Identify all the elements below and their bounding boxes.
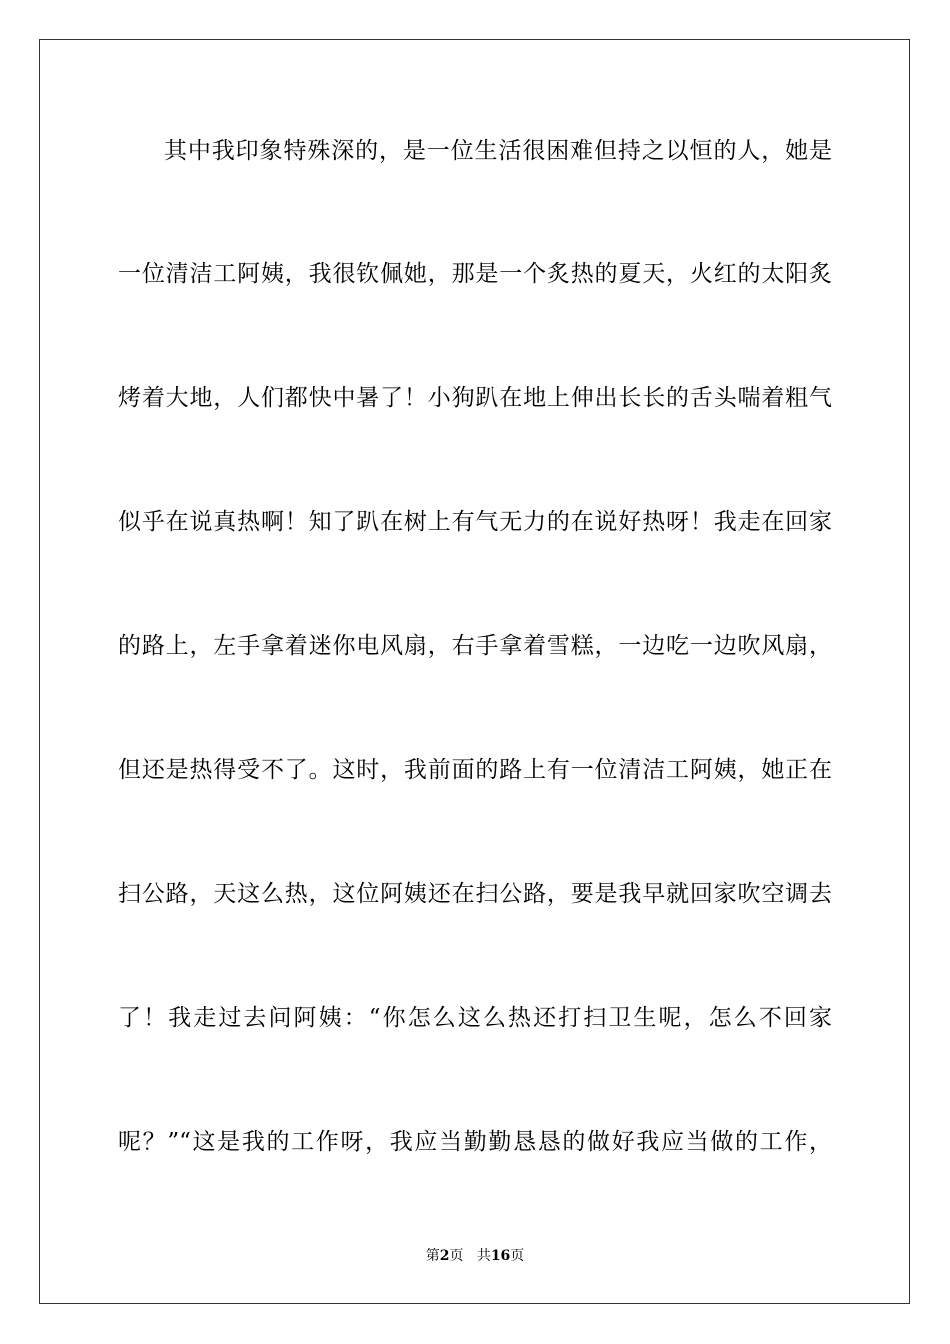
- page-number: 2: [439, 1248, 450, 1264]
- paragraph-line-5: 的路上，左手拿着迷你电风扇，右手拿着雪糕，一边吃一边吹风扇，: [118, 633, 832, 659]
- total-suffix: 页: [510, 1248, 525, 1264]
- paragraph-line-2: 一位清洁工阿姨，我很钦佩她，那是一个炙热的夏天，火红的太阳炙: [118, 261, 832, 287]
- paragraph-line-7: 扫公路，天这么热，这位阿姨还在扫公路，要是我早就回家吹空调去: [118, 881, 832, 907]
- paragraph-line-4: 似乎在说真热啊！知了趴在树上有气无力的在说好热呀！我走在回家: [118, 509, 832, 535]
- paragraph-line-9: 呢？”“这是我的工作呀，我应当勤勤恳恳的做好我应当做的工作，: [118, 1129, 832, 1155]
- paragraph-line-3: 烤着大地，人们都快中暑了！小狗趴在地上伸出长长的舌头喘着粗气: [118, 385, 832, 411]
- paragraph-line-8: 了！我走过去问阿姨：“你怎么这么热还打扫卫生呢，怎么不回家: [118, 1005, 832, 1031]
- page-border: [39, 39, 910, 1304]
- page-prefix: 第: [425, 1248, 440, 1264]
- total-prefix: 共: [476, 1248, 491, 1264]
- page-footer: [0, 1246, 950, 1266]
- total-pages: 16: [490, 1248, 511, 1264]
- page-suffix: 页: [449, 1248, 464, 1264]
- paragraph-line-6: 但还是热得受不了。这时，我前面的路上有一位清洁工阿姨，她正在: [118, 757, 832, 783]
- paragraph-line-1: 其中我印象特殊深的，是一位生活很困难但持之以恒的人，她是: [164, 138, 832, 164]
